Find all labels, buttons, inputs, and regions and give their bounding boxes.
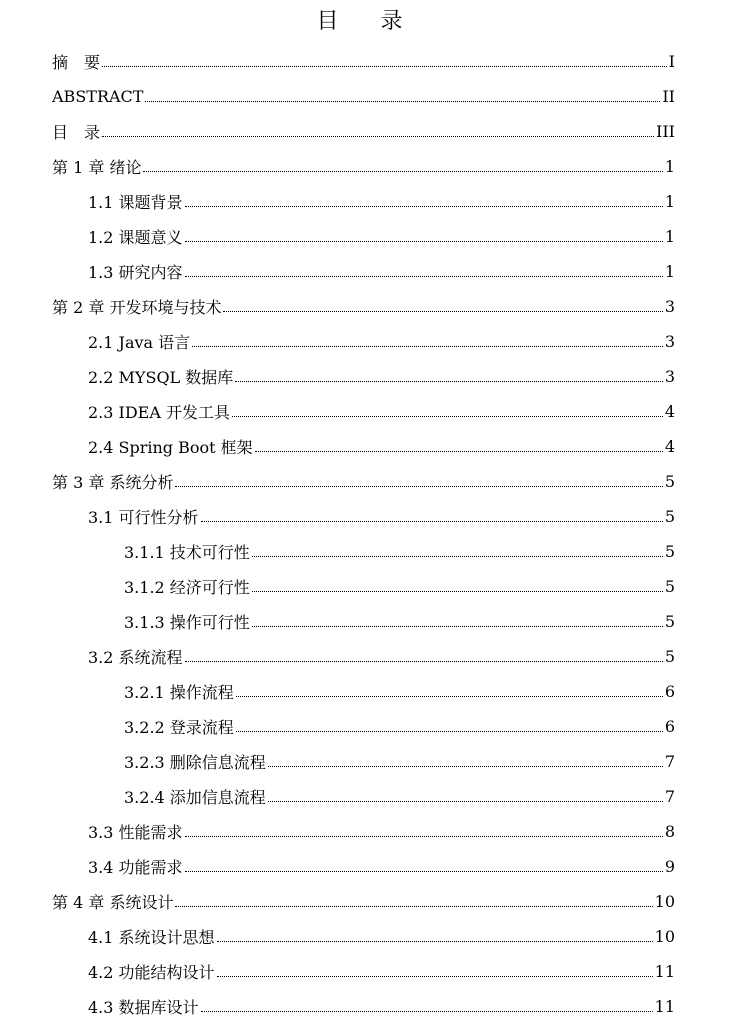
toc-dot-leader: [252, 556, 663, 557]
toc-entry: [124, 744, 675, 779]
toc-entry-page: 5: [664, 577, 675, 596]
toc-entry: [124, 534, 675, 569]
toc-dot-leader: [143, 171, 662, 172]
toc-entry: [52, 884, 675, 919]
toc-entry-label: 3.1.2 经济可行性: [124, 578, 250, 597]
toc-dot-leader: [235, 381, 663, 382]
toc-entry-page: III: [656, 122, 675, 141]
toc-dot-leader: [252, 626, 663, 627]
toc-dot-leader: [175, 906, 652, 907]
toc-entry-page: 3: [664, 332, 675, 351]
toc-entry: [88, 954, 675, 989]
toc-entry-page: 3: [664, 297, 675, 316]
toc-entry-page: 1: [664, 157, 675, 176]
toc-dot-leader: [185, 836, 663, 837]
toc-entry: [52, 44, 675, 79]
toc-entry-page: 7: [664, 787, 675, 806]
toc-entry-label: 3.2.4 添加信息流程: [124, 788, 266, 807]
toc-entry-page: 4: [664, 402, 675, 421]
toc-entry-label: 1.1 课题背景: [88, 193, 183, 212]
toc-entry-label: 1.3 研究内容: [88, 263, 183, 282]
toc-entry: [88, 814, 675, 849]
toc-entry-page: 3: [664, 367, 675, 386]
toc-entry: [88, 849, 675, 884]
toc-entry-label: ABSTRACT: [52, 87, 144, 106]
toc-dot-leader: [201, 1011, 653, 1012]
toc-entry: [124, 569, 675, 604]
toc-dot-leader: [102, 66, 667, 67]
toc-entry: [88, 219, 675, 254]
toc-entry: [52, 79, 675, 114]
toc-entry-page: 8: [664, 822, 675, 841]
toc-entry: [88, 919, 675, 954]
toc-dot-leader: [192, 346, 663, 347]
toc-entry: [124, 779, 675, 814]
toc-entry: [52, 289, 675, 324]
toc-entry-label: 目 录: [52, 123, 101, 142]
toc-entry-page: 5: [664, 612, 675, 631]
toc-entry-label: 3.2.1 操作流程: [124, 683, 234, 702]
toc-entry-label: 3.4 功能需求: [88, 858, 183, 877]
toc-entry-label: 4.2 功能结构设计: [88, 963, 215, 982]
toc-entry-page: 5: [664, 507, 675, 526]
toc-entry-page: 1: [664, 192, 675, 211]
toc-entry: [88, 989, 675, 1024]
toc-entry-label: 1.2 课题意义: [88, 228, 183, 247]
toc-entry-page: 5: [664, 647, 675, 666]
toc-entry-label: 4.3 数据库设计: [88, 998, 199, 1017]
toc-entry-page: 10: [654, 892, 675, 911]
toc-dot-leader: [268, 766, 663, 767]
toc-entry-page: 11: [654, 997, 675, 1016]
toc-entry-page: 10: [654, 927, 675, 946]
toc-entry-page: 5: [664, 472, 675, 491]
toc-entry-label: 2.4 Spring Boot 框架: [88, 438, 253, 457]
toc-dot-leader: [232, 416, 663, 417]
toc-dot-leader: [236, 696, 663, 697]
toc-entry-label: 3.3 性能需求: [88, 823, 183, 842]
page-title: 目 录: [316, 9, 413, 34]
toc-entry-label: 3.1.1 技术可行性: [124, 543, 250, 562]
toc-entry: [52, 114, 675, 149]
toc-entry-label: 3.1 可行性分析: [88, 508, 199, 527]
toc-dot-leader: [255, 451, 663, 452]
toc-entry-page: 6: [664, 717, 675, 736]
toc-dot-leader: [201, 521, 663, 522]
toc-entry-page: 5: [664, 542, 675, 561]
toc-dot-leader: [102, 136, 654, 137]
toc-entry-label: 3.2.3 删除信息流程: [124, 753, 266, 772]
toc-dot-leader: [223, 311, 662, 312]
toc-dot-leader: [185, 661, 663, 662]
toc-entry-page: II: [662, 87, 675, 106]
toc-entry-page: 6: [664, 682, 675, 701]
toc-entry-label: 2.3 IDEA 开发工具: [88, 403, 231, 422]
toc-entry: [88, 499, 675, 534]
toc-dot-leader: [175, 486, 662, 487]
toc-entry-label: 3.2.2 登录流程: [124, 718, 234, 737]
toc-entry-label: 4.1 系统设计思想: [88, 928, 215, 947]
toc-entry: [88, 429, 675, 464]
toc-entry-page: 7: [664, 752, 675, 771]
toc-entry: [124, 604, 675, 639]
toc-entry-label: 摘 要: [52, 53, 101, 72]
toc-dot-leader: [145, 101, 660, 102]
toc-entry: [88, 254, 675, 289]
toc-dot-leader: [236, 731, 663, 732]
toc-entry: [88, 394, 675, 429]
toc-entry-label: 第 3 章 系统分析: [52, 473, 174, 492]
toc-entry-label: 3.1.3 操作可行性: [124, 613, 250, 632]
toc-entry-page: 11: [654, 962, 675, 981]
toc-dot-leader: [217, 941, 653, 942]
toc-entry: [52, 464, 675, 499]
toc-dot-leader: [217, 976, 653, 977]
toc-entry-label: 第 1 章 绪论: [52, 158, 142, 177]
toc-entry: [124, 709, 675, 744]
toc-dot-leader: [185, 206, 663, 207]
toc-dot-leader: [268, 801, 663, 802]
toc-entry: [124, 674, 675, 709]
toc-entry-page: 4: [664, 437, 675, 456]
toc-dot-leader: [185, 241, 663, 242]
toc-entry-label: 2.1 Java 语言: [88, 333, 191, 352]
toc-entry-label: 3.2 系统流程: [88, 648, 183, 667]
toc-dot-leader: [252, 591, 663, 592]
toc-entry-page: 1: [664, 227, 675, 246]
toc-dot-leader: [185, 871, 663, 872]
toc-entry: [52, 149, 675, 184]
toc-entry-page: 1: [664, 262, 675, 281]
toc-entry-label: 2.2 MYSQL 数据库: [88, 368, 234, 387]
toc-entry: [88, 184, 675, 219]
toc-entry-label: 第 4 章 系统设计: [52, 893, 174, 912]
toc-entry: [88, 359, 675, 394]
toc-entry: [88, 324, 675, 359]
toc-entry-label: 第 2 章 开发环境与技术: [52, 298, 222, 317]
toc-dot-leader: [185, 276, 663, 277]
toc-entry: [88, 639, 675, 674]
toc-entry-page: 9: [664, 857, 675, 876]
toc-entry-page: I: [668, 52, 675, 71]
